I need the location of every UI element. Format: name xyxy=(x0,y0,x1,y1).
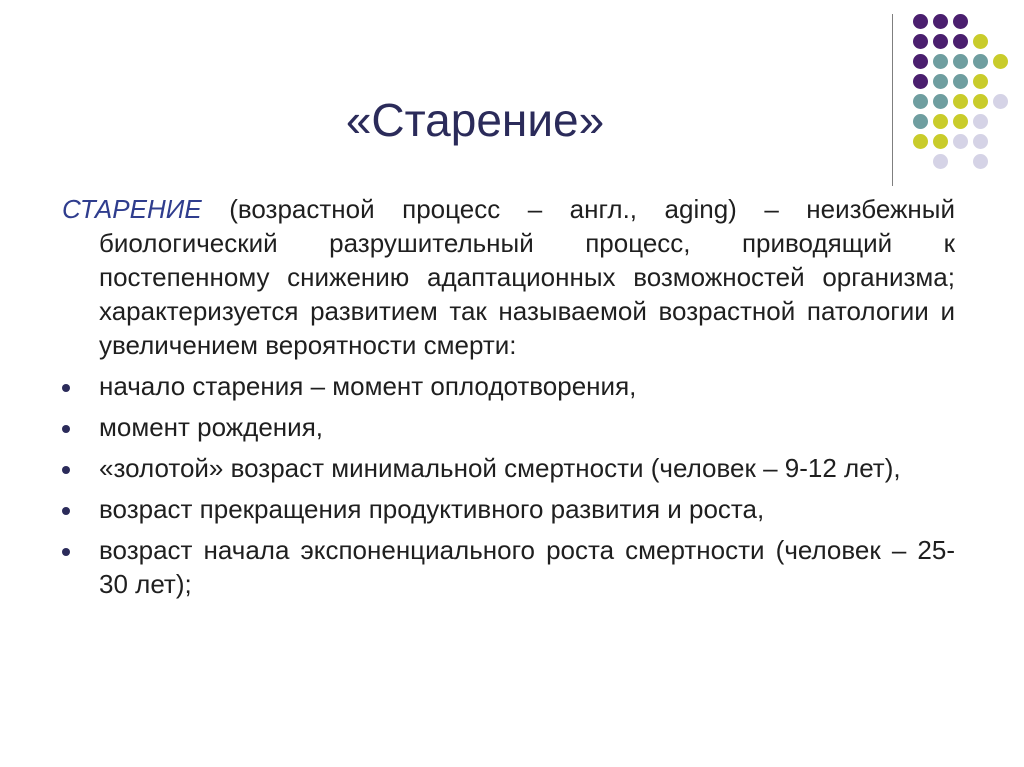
decorative-dot xyxy=(973,54,988,69)
decorative-dot xyxy=(933,14,948,29)
decorative-dot xyxy=(913,34,928,49)
decorative-dot xyxy=(953,134,968,149)
list-item-text: возраст начала экспоненциального роста смертности (человек – 25-30 лет); xyxy=(99,535,955,599)
decorative-dot xyxy=(973,34,988,49)
definition-text: (возрастной процесс – англ., aging) – неизбежный биологический разрушительный процесс, приводящий к постепенному снижению адаптационных возможностей организма; характеризуется развитием так называемой возрастной патологии и увеличением вероятности смерти: xyxy=(99,194,955,360)
bullet-dot-icon xyxy=(62,384,70,392)
list-item-text: момент рождения, xyxy=(99,412,323,442)
list-item-text: «золотой» возраст минимальной смертности (человек – 9-12 лет), xyxy=(99,453,901,483)
definition-paragraph xyxy=(62,192,955,362)
decorative-dot xyxy=(953,74,968,89)
decorative-dot xyxy=(933,34,948,49)
decorative-dot xyxy=(973,94,988,109)
decorative-dot xyxy=(913,54,928,69)
decorative-dot xyxy=(973,114,988,129)
decorative-dot xyxy=(933,154,948,169)
decorative-dot xyxy=(973,154,988,169)
decorative-dot xyxy=(913,14,928,29)
list-item-text: начало старения – момент оплодотворения, xyxy=(99,371,637,401)
decorative-dot xyxy=(933,74,948,89)
bullet-dot-icon xyxy=(62,466,70,474)
decorative-dot xyxy=(973,134,988,149)
list-item xyxy=(62,492,955,526)
decorative-dot xyxy=(993,54,1008,69)
slide-body xyxy=(62,192,955,601)
bullet-list xyxy=(62,369,955,601)
list-item xyxy=(62,533,955,601)
list-item-text: возраст прекращения продуктивного развития и роста, xyxy=(99,494,765,524)
decorative-dot xyxy=(933,54,948,69)
decorative-dot xyxy=(953,54,968,69)
bullet-dot-icon xyxy=(62,507,70,515)
decorative-dot xyxy=(953,114,968,129)
decorative-dot xyxy=(993,94,1008,109)
bullet-dot-icon xyxy=(62,425,70,433)
list-item xyxy=(62,451,955,485)
bullet-dot-icon xyxy=(62,548,70,556)
decorative-dot xyxy=(953,94,968,109)
decorative-dot xyxy=(913,74,928,89)
list-item xyxy=(62,369,955,403)
list-item xyxy=(62,410,955,444)
decorative-dot xyxy=(953,34,968,49)
definition-term: СТАРЕНИЕ xyxy=(62,194,202,224)
slide-title: «Старение» xyxy=(345,94,605,146)
decorative-dot xyxy=(973,74,988,89)
decorative-dot xyxy=(953,14,968,29)
